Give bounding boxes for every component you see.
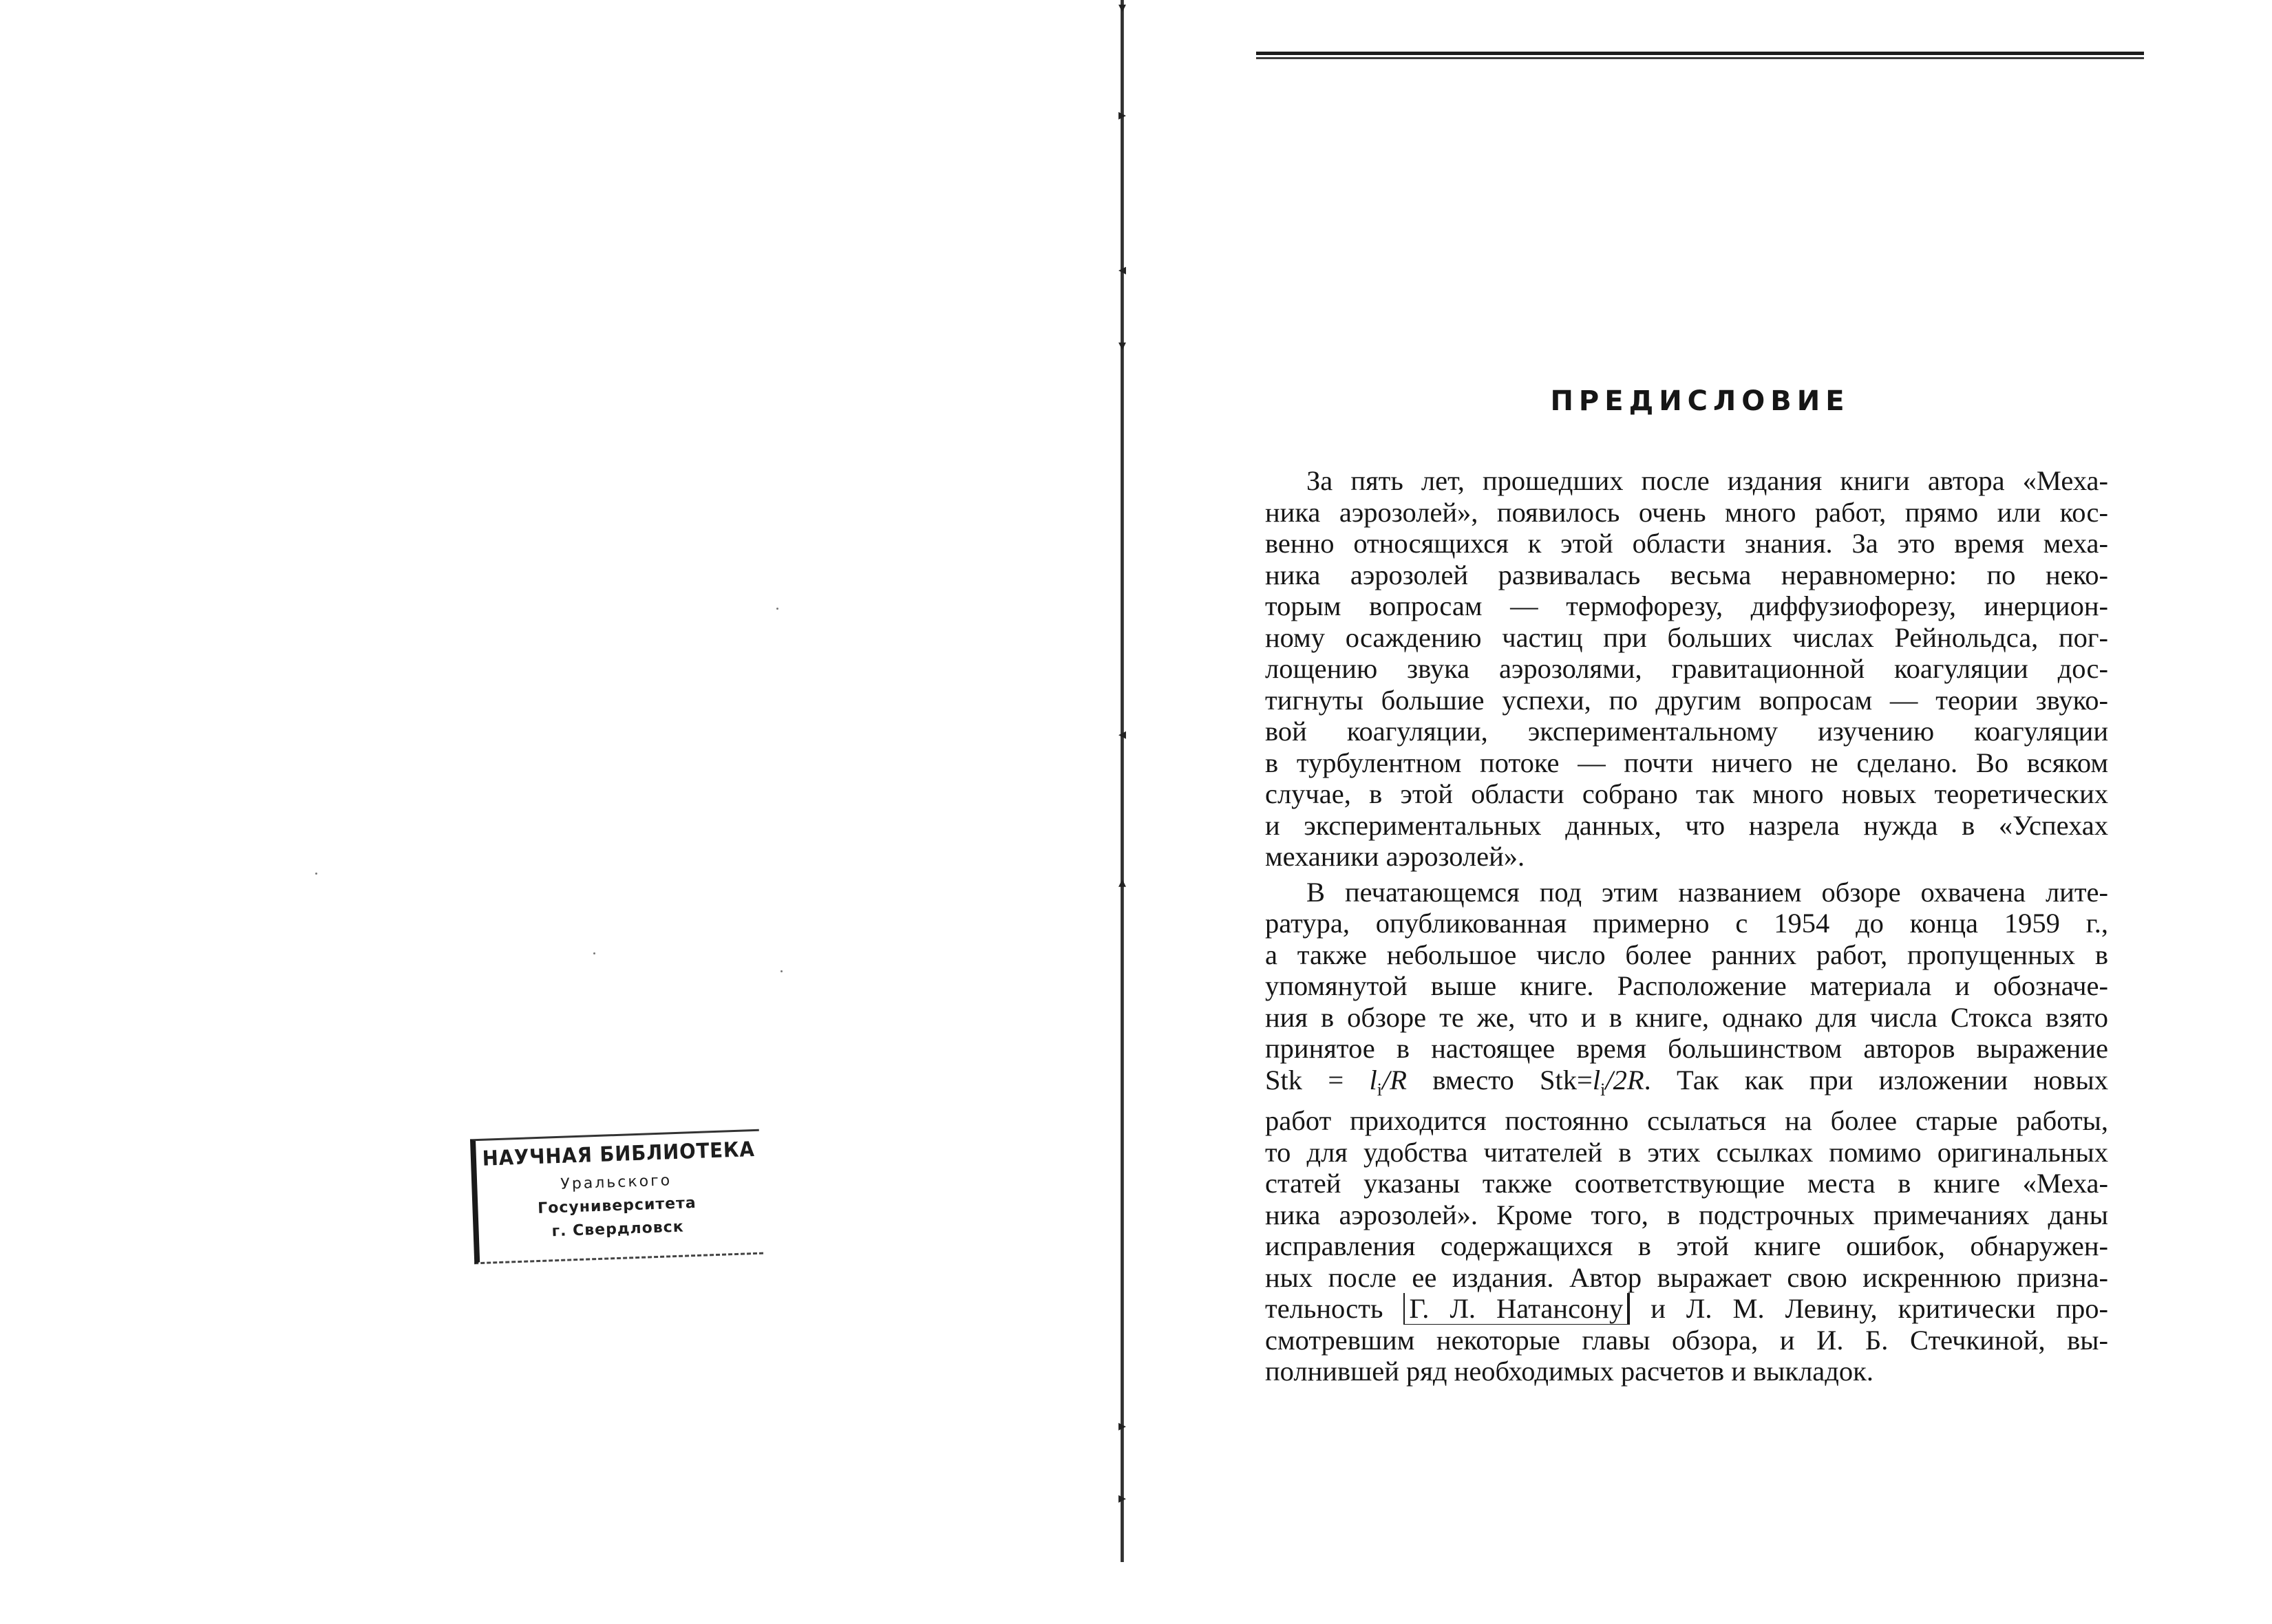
formula-line: Stk = $l_i/R$ вместо $Stk=l_i/2R$. Так как при изложении новых bbox=[1265, 1064, 2108, 1100]
library-stamp bbox=[470, 1129, 763, 1265]
text-line: и экспериментальных данных, что назрела нужда в «Успехах bbox=[1265, 809, 2108, 841]
scan-speck bbox=[776, 608, 778, 610]
stamp-line-city: г. Свердловск bbox=[551, 1218, 685, 1241]
gutter-stitch-mark: ▾ bbox=[1118, 336, 1127, 354]
stamp-line-university: Госуниверситета bbox=[537, 1194, 697, 1218]
text-line: исправления содержащихся в этой книге ошибок, обнаружен- bbox=[1265, 1230, 2108, 1262]
text-line: За пять лет, прошедших после издания книги автора «Меха- bbox=[1306, 465, 2108, 496]
gutter-stitch-mark: ▾ bbox=[1118, 0, 1127, 16]
book-gutter bbox=[1121, 0, 1124, 1562]
text-line: ния в обзоре те же, что и в книге, однако для числа Стокса взято bbox=[1265, 1001, 2108, 1033]
gutter-stitch-mark: ▸ bbox=[1118, 1417, 1127, 1434]
gutter-stitch-mark: ▴ bbox=[1118, 873, 1127, 890]
text-line: в турбулентном потоке — почти ничего не сделано. Во всяком bbox=[1265, 747, 2108, 778]
acknowledgement-line: тельность Г. Л. Натансону и Л. М. Левину, критически про- bbox=[1265, 1293, 2108, 1325]
text-line: В печатающемся под этим названием обзоре охвачена лите- bbox=[1306, 876, 2108, 908]
paragraph-2 bbox=[1265, 877, 2108, 1387]
boxed-name-natanson: Г. Л. Натансону bbox=[1403, 1293, 1630, 1325]
text-line: механики аэрозолей». bbox=[1265, 841, 1525, 872]
text-line: полнившей ряд необходимых расчетов и выкладок. bbox=[1265, 1356, 1873, 1387]
scan-speck bbox=[593, 952, 595, 954]
text-line: тигнуты большие успехи, по другим вопросам — теории звуко- bbox=[1265, 684, 2108, 716]
paragraph-2-before-formula bbox=[1265, 877, 2108, 1065]
stokes-formula-new: Stk = $l_i/R$ bbox=[1265, 1064, 1407, 1100]
gutter-stitch-mark: ▸ bbox=[1118, 106, 1127, 123]
scan-speck bbox=[315, 873, 317, 875]
text-line: работ приходится постоянно ссылаться на более старые работы, bbox=[1265, 1105, 2108, 1137]
foreword-text bbox=[1265, 465, 2108, 1391]
paragraph-2-after-formula bbox=[1265, 1105, 2108, 1293]
text-line: ных после ее издания. Автор выражает свою искреннюю призна- bbox=[1265, 1261, 2108, 1293]
text-line: ника аэрозолей развивалась весьма неравномерно: по неко- bbox=[1265, 559, 2108, 590]
text-line: статей указаны также соответствующие места в книге «Меха- bbox=[1265, 1168, 2108, 1199]
paragraph-1 bbox=[1265, 465, 2108, 873]
gutter-stitch-mark: ▸ bbox=[1118, 1489, 1127, 1506]
gutter-stitch-mark: ◂ bbox=[1118, 261, 1127, 278]
text-line: случае, в этой области собрано так много новых теоретических bbox=[1265, 778, 2108, 809]
text-line: ратура, опубликованная примерно с 1954 до конца 1959 г., bbox=[1265, 908, 2108, 939]
text-line: венно относящихся к этой области знания. За это время меха- bbox=[1265, 528, 2108, 559]
text-line: ника аэрозолей». Кроме того, в подстрочных примечаниях даны bbox=[1265, 1199, 2108, 1230]
text-line: то для удобства читателей в этих ссылках помимо оригинальных bbox=[1265, 1136, 2108, 1168]
stamp-line-ural: Уральского bbox=[560, 1172, 672, 1193]
text-line: ника аэрозолей», появилось очень много работ, прямо или кос- bbox=[1265, 496, 2108, 528]
text-line: ному осаждению частиц при больших числах Рейнольдса, пог- bbox=[1265, 621, 2108, 653]
scan-speck bbox=[781, 970, 783, 972]
page-heading: ПРЕДИСЛОВИЕ bbox=[1550, 385, 1850, 417]
text-line: лощению звука аэрозолями, гравитационной коагуляции дос- bbox=[1265, 653, 2108, 684]
stamp-line-library: НАУЧНАЯ БИБЛИОТЕКА bbox=[482, 1137, 756, 1171]
gutter-stitch-mark: ◂ bbox=[1118, 725, 1127, 742]
text-line: торым вопросам — термофорезу, диффузиофорезу, инерцион- bbox=[1265, 590, 2108, 621]
stokes-formula-old: $Stk=l_i/2R$ bbox=[1540, 1064, 1644, 1100]
text-line: принятое в настоящее время большинством авторов выражение bbox=[1265, 1033, 2108, 1064]
text-line: упомянутой выше книге. Расположение материала и обозначе- bbox=[1265, 970, 2108, 1001]
text-line: смотревшим некоторые главы обзора, и И. Б. Стечкиной, вы- bbox=[1265, 1324, 2108, 1356]
text-line: а также небольшое число более ранних работ, пропущенных в bbox=[1265, 939, 2108, 970]
paragraph-2-final-lines bbox=[1265, 1325, 2108, 1387]
text-line: вой коагуляции, экспериментальному изучению коагуляции bbox=[1265, 716, 2108, 747]
page-top-rule bbox=[1256, 52, 2144, 59]
